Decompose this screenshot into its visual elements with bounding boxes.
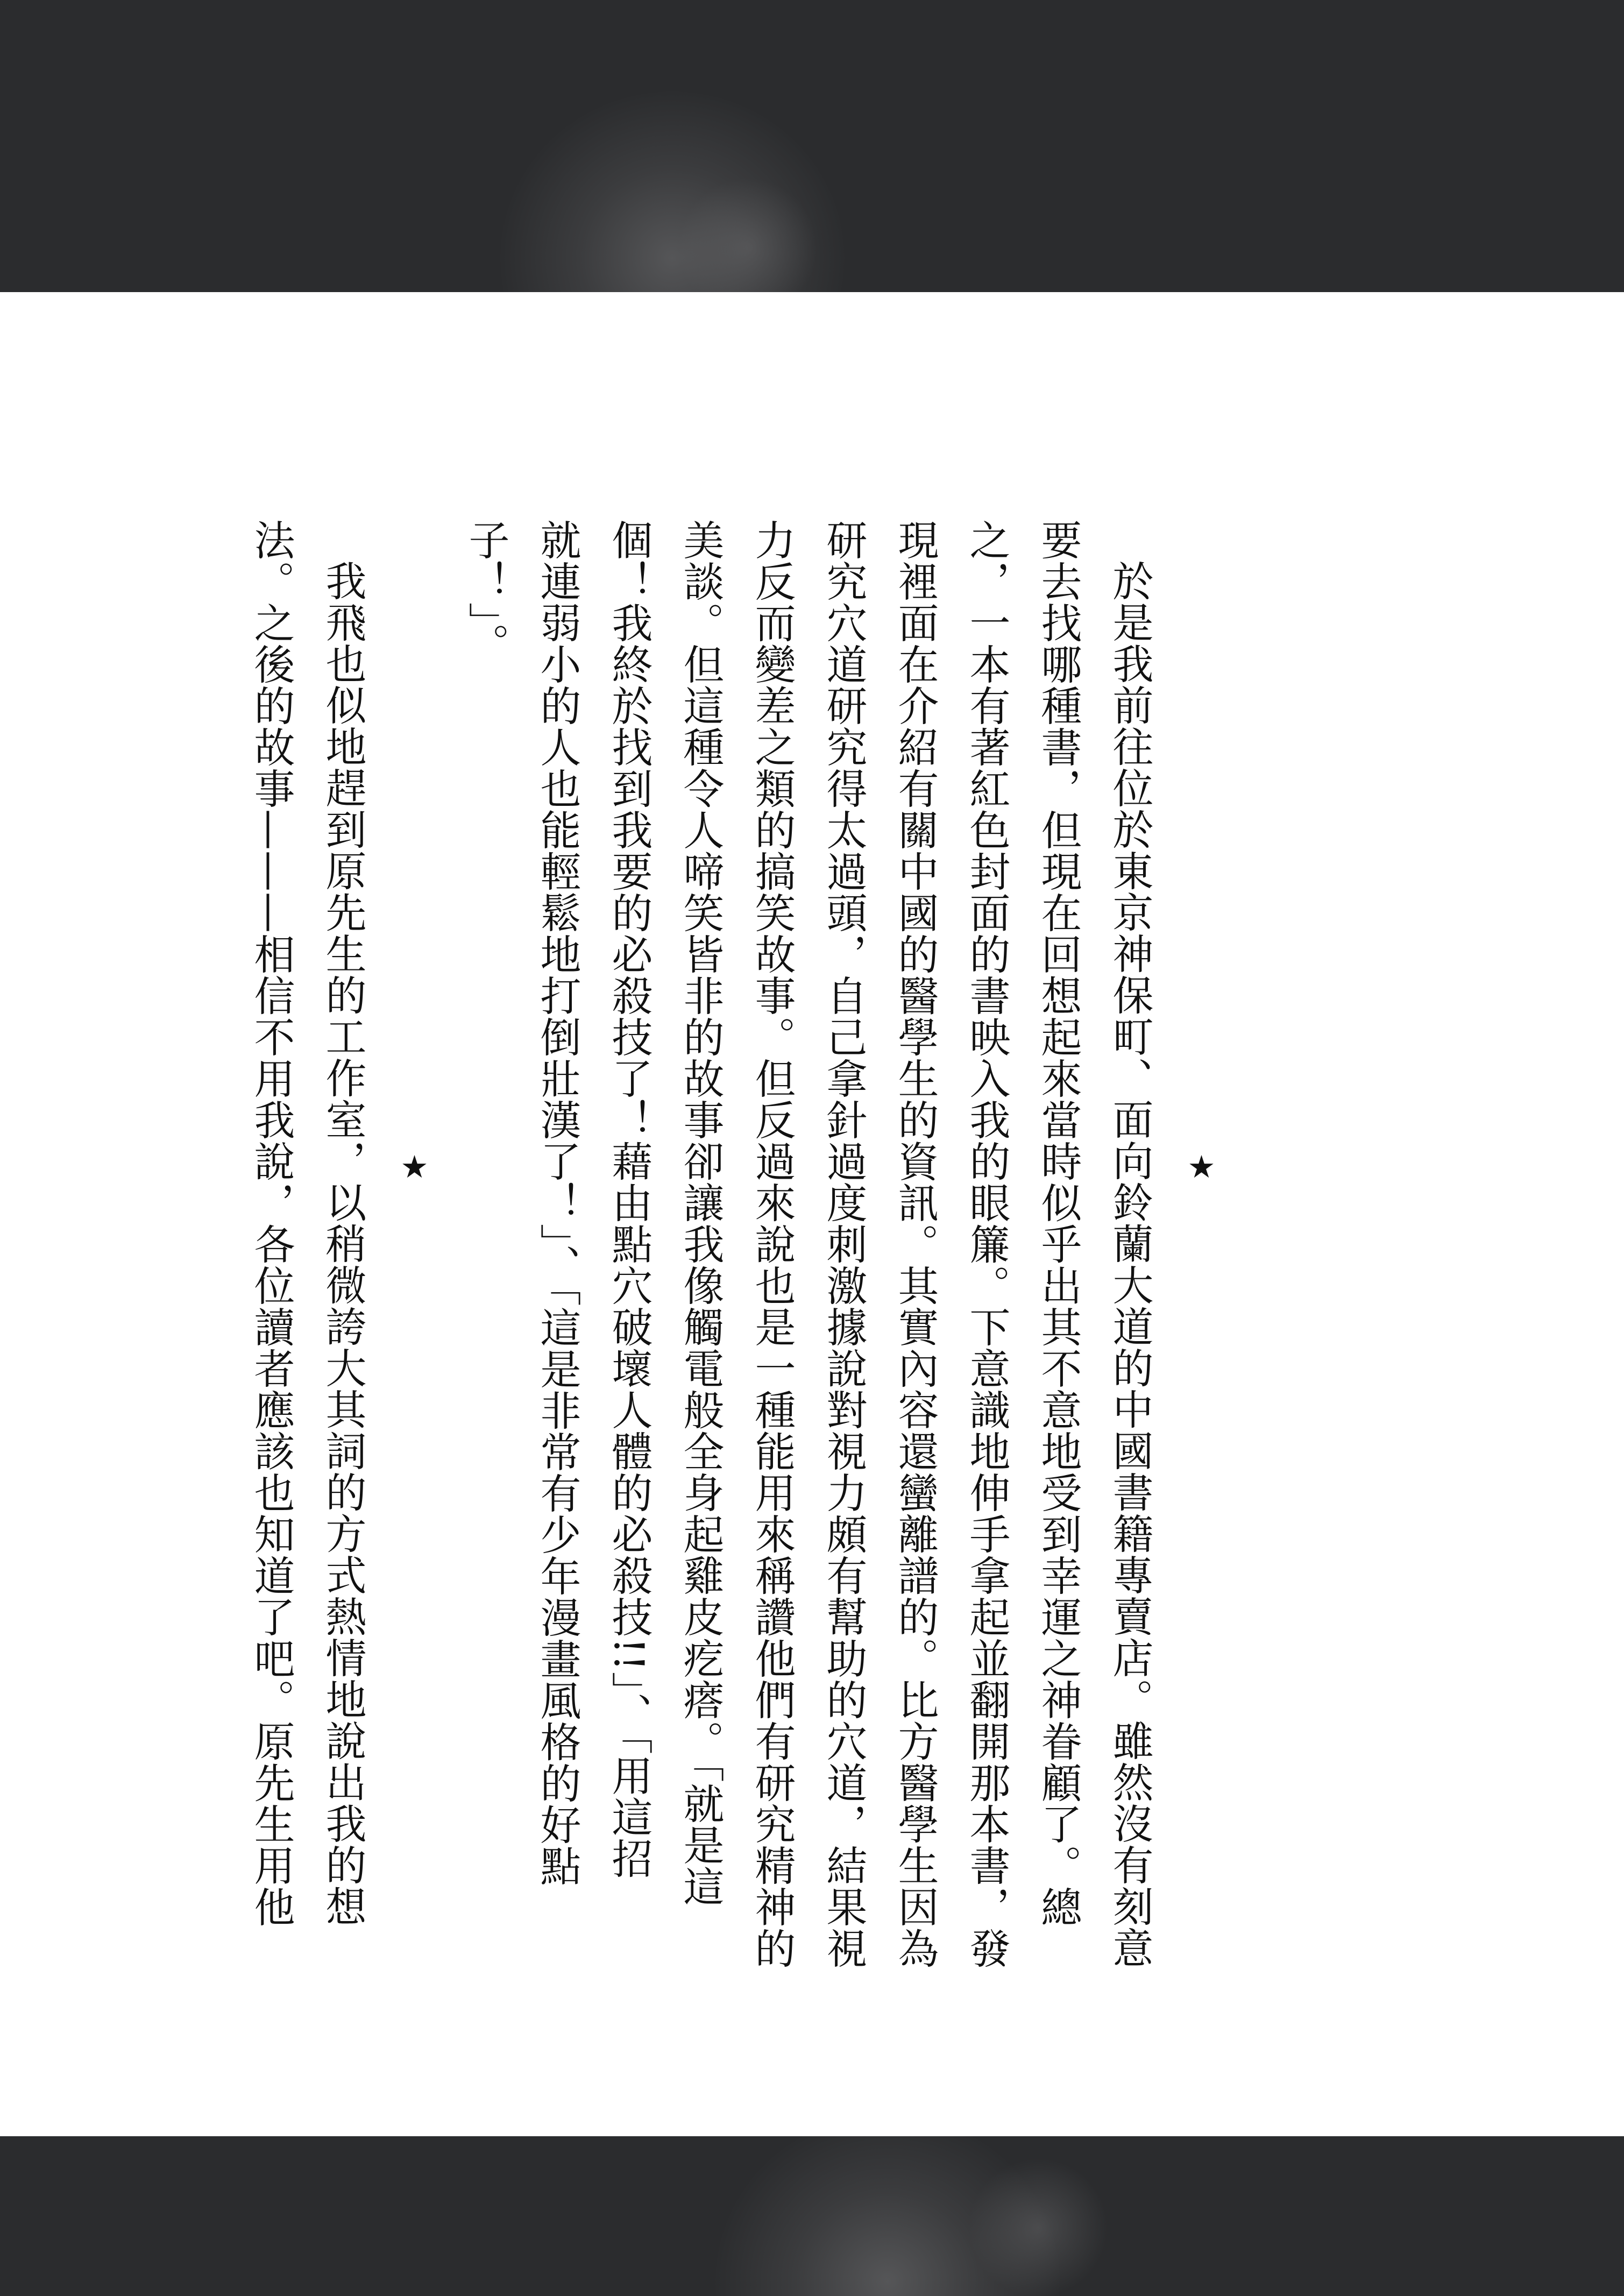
star-divider: ★: [1183, 1149, 1220, 1186]
text-line: 現裡面在介紹有關中國的醫學生的資訊。其實內容還蠻離譜的。比方醫學生因為: [891, 519, 939, 1969]
text-line: 研究穴道研究得太過頭，自己拿針過度刺激據說對視力頗有幫助的穴道，結果視: [820, 519, 868, 1969]
texture-blot: [968, 2158, 1108, 2296]
text-line: 於是我前往位於東京神保町、面向鈴蘭大道的中國書籍專賣店。雖然沒有刻意: [1106, 560, 1154, 1968]
text-line: 子！」。: [462, 519, 510, 664]
star-column: [379, 519, 450, 2025]
star-column: [1166, 519, 1237, 2025]
bottom-dark-band: [0, 2136, 1624, 2296]
text-line: 就連弱小的人也能輕鬆地打倒壯漢了！」、「這是非常有少年漫畫風格的好點: [534, 519, 581, 1887]
text-line: 要去找哪種書，但現在回想起來當時似乎出其不意地受到幸運之神眷顧了。總: [1034, 519, 1082, 1927]
star-divider: ★: [396, 1149, 433, 1186]
vertical-text-body: [215, 519, 1237, 2025]
text-line: 美談。但這種令人啼笑皆非的故事卻讓我像觸電般全身起雞皮疙瘩。「就是這: [677, 519, 725, 1907]
text-line: 力反而變差之類的搞笑故事。但反過來說也是一種能用來稱讚他們有研究精神的: [748, 519, 796, 1969]
text-line: 法。之後的故事———相信不用我說，各位讀者應該也知道了吧。原先生用他: [247, 519, 295, 1927]
top-dark-band: [0, 0, 1624, 292]
text-line: 我飛也似地趕到原先生的工作室，以稍微誇大其詞的方式熱情地說出我的想: [319, 560, 367, 1927]
text-line: 之，一本有著紅色封面的書映入我的眼簾。下意識地伸手拿起並翻開那本書，發: [963, 519, 1011, 1969]
text-line: 個！我終於找到我要的必殺技了！藉由點穴破壞人體的必殺技!!」、「用這招: [605, 519, 653, 1880]
